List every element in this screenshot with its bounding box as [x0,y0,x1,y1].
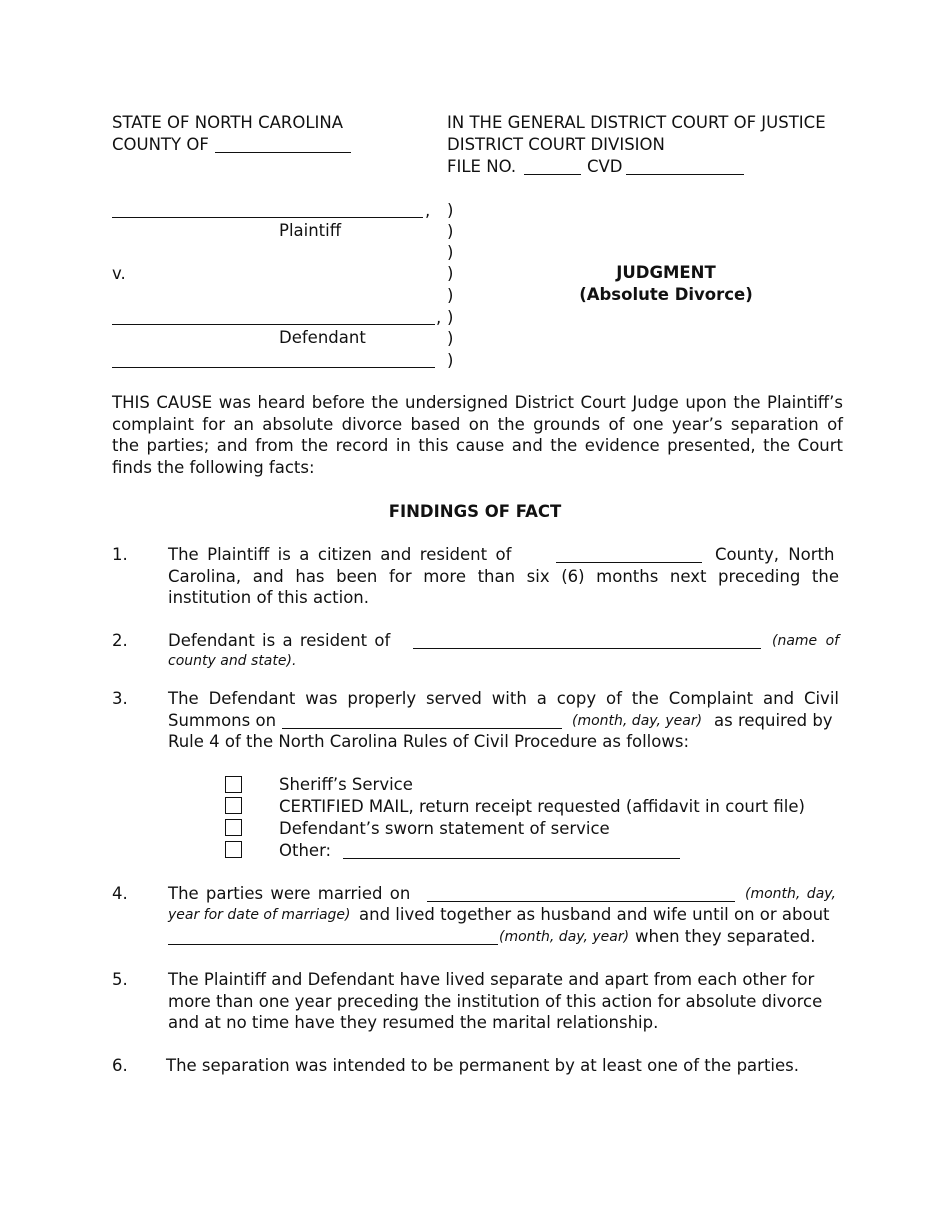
finding-4-text: The parties were married on [168,884,411,903]
division-label: DISTRICT COURT DIVISION [447,135,665,154]
finding-number: 1. [112,545,128,564]
defendant-residence-field[interactable] [413,648,761,649]
finding-6-text: The separation was intended to be permanent by at least one of the parties. [166,1056,799,1075]
sworn-statement-checkbox[interactable] [225,819,242,836]
caption-paren: ) [447,222,454,241]
finding-5-text: and at no time have they resumed the marital relationship. [168,1013,659,1032]
finding-number: 3. [112,689,128,708]
service-option-label: Sheriff’s Service [279,775,413,794]
cvd-label: CVD [587,157,623,176]
defendant-comma: , [436,308,442,327]
caption-paren: ) [447,308,454,327]
finding-number: 4. [112,884,128,903]
intro-line: the parties; and from the record in this cause and the evidence presented, the Court [112,436,843,455]
finding-3-text: Rule 4 of the North Carolina Rules of Civil Procedure as follows: [168,732,690,751]
county-label: COUNTY OF [112,135,209,154]
finding-2-note: county and state). [168,653,297,669]
caption-paren: ) [447,286,454,305]
sheriff-service-checkbox[interactable] [225,776,242,793]
caption-paren: ) [447,201,454,220]
finding-3-text: Summons on [168,711,277,730]
finding-5-text: The Plaintiff and Defendant have lived separate and apart from each other for [168,970,815,989]
finding-4-note: (month, day, year) [499,929,630,945]
intro-line: complaint for an absolute divorce based on the grounds of one year’s separation of [112,415,843,434]
marriage-date-field[interactable] [427,901,735,902]
document-title: JUDGMENT [616,263,716,282]
caption-paren: ) [447,264,454,283]
other-service-field[interactable] [343,858,680,859]
defendant-name-field[interactable] [112,324,435,325]
finding-3-text: The Defendant was properly served with a copy of the Complaint and Civil [168,689,839,708]
finding-1-text: The Plaintiff is a citizen and resident of [168,545,512,564]
file-no-label: FILE NO. [447,157,517,176]
finding-1-text: County, North [715,545,835,564]
caption-paren: ) [447,329,454,348]
finding-4-note: year for date of marriage) [168,907,351,923]
county-field[interactable] [215,152,351,153]
certified-mail-checkbox[interactable] [225,797,242,814]
finding-2-note: (name of [772,633,840,649]
other-service-checkbox[interactable] [225,841,242,858]
plaintiff-label: Plaintiff [279,221,342,240]
document-subtitle: (Absolute Divorce) [579,285,753,304]
file-no-field[interactable] [524,174,581,175]
caption-paren: ) [447,351,454,370]
county-of-residence-field[interactable] [556,562,702,563]
finding-1-text: institution of this action. [168,588,370,607]
versus-label: v. [112,264,126,283]
service-option-label: Defendant’s sworn statement of service [279,819,610,838]
intro-line: finds the following facts: [112,458,315,477]
court-label: IN THE GENERAL DISTRICT COURT OF JUSTICE [447,113,826,132]
finding-4-text: when they separated. [635,927,816,946]
plaintiff-comma: , [425,201,431,220]
finding-number: 2. [112,631,128,650]
finding-3-note: (month, day, year) [572,713,703,729]
state-label: STATE OF NORTH CAROLINA [112,113,344,132]
defendant-label: Defendant [279,328,366,347]
finding-3-text: as required by [714,711,833,730]
finding-4-text: and lived together as husband and wife until on or about [359,905,830,924]
finding-number: 6. [112,1056,128,1075]
findings-heading: FINDINGS OF FACT [388,502,562,521]
caption-paren: ) [447,243,454,262]
intro-line: THIS CAUSE was heard before the undersigned District Court Judge upon the Plaintiff’s [112,393,843,412]
finding-2-text: Defendant is a resident of [168,631,391,650]
service-date-field[interactable] [282,728,562,729]
separation-date-field[interactable] [168,944,498,945]
finding-1-text: Carolina, and has been for more than six (6) months next preceding the [168,567,839,586]
plaintiff-name-field[interactable] [112,217,423,218]
cvd-field[interactable] [626,174,744,175]
defendant-address-field[interactable] [112,367,435,368]
finding-number: 5. [112,970,128,989]
finding-4-note: (month, day, [745,886,836,902]
service-option-label: CERTIFIED MAIL, return receipt requested (affidavit in court file) [279,797,805,816]
finding-5-text: more than one year preceding the institution of this action for absolute divorce [168,992,823,1011]
service-option-label: Other: [279,841,332,860]
